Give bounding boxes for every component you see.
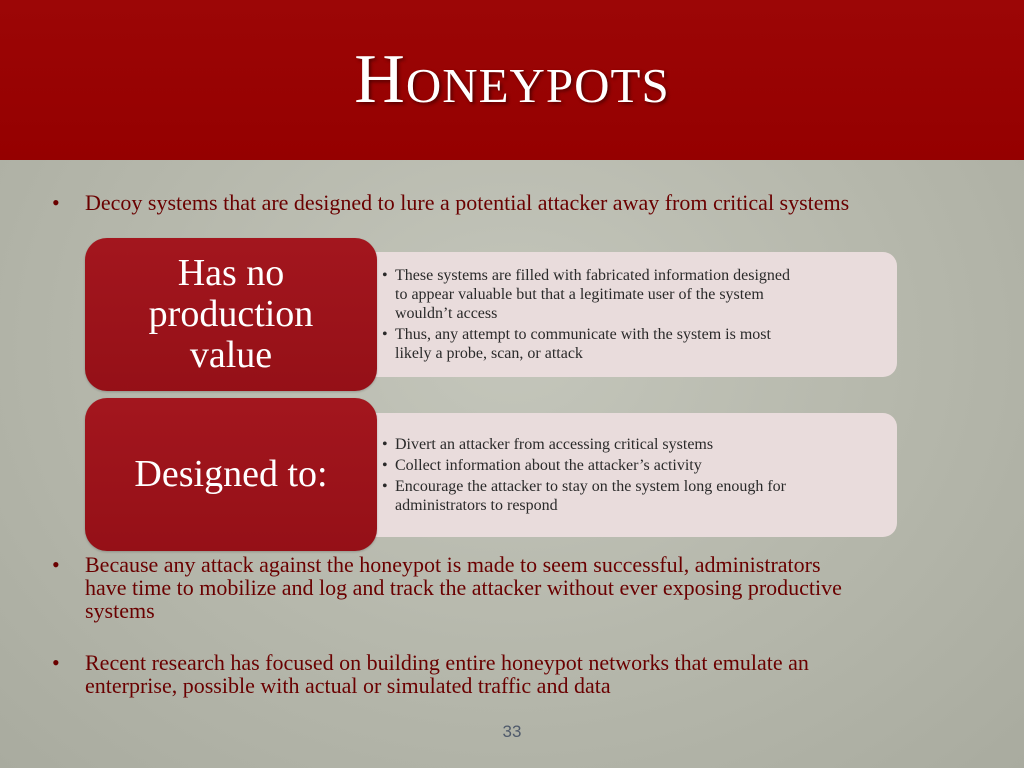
panel-item xyxy=(382,456,879,475)
bullet-text-line: Recent research has focused on building entire honeypot networks that emulate an xyxy=(85,650,809,675)
info-panel-production-value xyxy=(362,252,897,377)
bullet-icon: • xyxy=(382,326,388,343)
item-line: These systems are filled with fabricated information designed xyxy=(395,267,790,284)
heading-line: production xyxy=(148,293,314,335)
heading-line: Has no xyxy=(177,252,285,294)
bullet-icon: • xyxy=(52,190,60,215)
item-line: Divert an attacker from accessing critical systems xyxy=(395,436,714,453)
bullet-icon: • xyxy=(382,478,388,495)
item-line: likely a probe, scan, or attack xyxy=(395,345,583,362)
heading-box-production-value xyxy=(85,238,377,391)
bullet-icon: • xyxy=(382,436,388,453)
bullet-text-line: have time to mobilize and log and track the attacker without ever exposing productive xyxy=(85,575,842,600)
panel-item xyxy=(382,325,879,363)
info-panel-designed-to xyxy=(362,413,897,537)
bullet-text-line: enterprise, possible with actual or simulated traffic and data xyxy=(85,673,611,698)
heading-box-designed-to xyxy=(85,398,377,551)
slide-title: Honeypots xyxy=(354,41,670,118)
bullet-text-line: systems xyxy=(85,598,155,623)
panel-item xyxy=(382,477,879,515)
bullet-icon: • xyxy=(52,650,60,675)
panel-item xyxy=(382,266,879,323)
bullet-icon: • xyxy=(52,552,60,577)
item-line: wouldn’t access xyxy=(395,305,498,322)
item-line: administrators to respond xyxy=(395,497,558,514)
item-line: Collect information about the attacker’s activity xyxy=(395,457,702,474)
bullet-text-line: Because any attack against the honeypot is made to seem successful, administrators xyxy=(85,552,821,577)
bullet-text-decoy: Decoy systems that are designed to lure a potential attacker away from critical systems xyxy=(85,190,850,215)
panel-item xyxy=(382,435,879,454)
item-line: Encourage the attacker to stay on the system long enough for xyxy=(395,478,786,495)
bullet-icon: • xyxy=(382,457,388,474)
item-line: Thus, any attempt to communicate with the system is most xyxy=(395,326,771,343)
item-line: to appear valuable but that a legitimate user of the system xyxy=(395,286,764,303)
heading-line: value xyxy=(189,334,273,376)
bullet-icon: • xyxy=(382,267,388,284)
heading-line: Designed to: xyxy=(134,453,328,495)
page-number: 33 xyxy=(502,722,522,741)
